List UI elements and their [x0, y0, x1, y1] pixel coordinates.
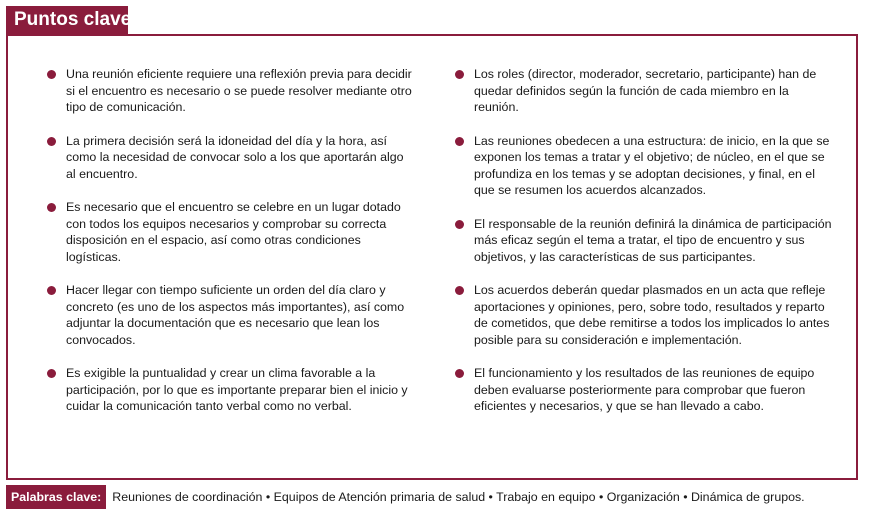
right-column: [452, 66, 832, 432]
left-column: [44, 66, 416, 432]
bullet-icon: [455, 220, 464, 229]
list-item: [44, 365, 416, 415]
bullet-icon: [47, 203, 56, 212]
point-text: El funcionamiento y los resultados de las reuniones de equipo deben evaluarse posteriormente para comprobar que fueron eficientes y necesarios, y que se han llevado a cabo.: [474, 366, 815, 413]
keywords-label: Palabras clave:: [6, 485, 106, 509]
point-text: Los roles (director, moderador, secretario, participante) han de quedar definidos según la función de cada miembro en la reunión.: [474, 67, 817, 114]
bullet-icon: [47, 286, 56, 295]
point-text: Es exigible la puntualidad y crear un clima favorable a la participación, por lo que es importante preparar bien el inicio y cuidar la comunicación tanto verbal como no verbal.: [66, 366, 408, 413]
point-text: Hacer llegar con tiempo suficiente un orden del día claro y concreto (es uno de los aspectos más importantes), así como adjuntar la documentación que es necesario que lean los convocados.: [66, 283, 405, 347]
keywords-text: Reuniones de coordinación • Equipos de Atención primaria de salud • Trabajo en equipo • Organización • Dinámica de grupos.: [112, 490, 805, 504]
list-item: [452, 216, 832, 266]
bullet-icon: [455, 369, 464, 378]
list-item: [44, 199, 416, 265]
key-points-box: [6, 34, 858, 480]
section-title: Puntos clave: [6, 6, 128, 34]
list-item: [44, 282, 416, 348]
keywords-bar: [6, 485, 870, 509]
bullet-icon: [455, 137, 464, 146]
point-text: La primera decisión será la idoneidad del día y la hora, así como la necesidad de convocar solo a los que aportarán algo al encuentro.: [66, 133, 404, 181]
list-item: [452, 66, 832, 116]
left-points-list: [44, 66, 416, 415]
bullet-icon: [455, 70, 464, 79]
bullet-icon: [47, 369, 56, 378]
point-text: Una reunión eficiente requiere una reflexión previa para decidir si el encuentro es necesario o se puede resolver mediante otro tipo de comunicación.: [66, 67, 412, 114]
list-item: [452, 133, 832, 199]
list-item: [452, 365, 832, 415]
bullet-icon: [47, 137, 56, 146]
point-text: El responsable de la reunión definirá la dinámica de participación más eficaz según el tema a tratar, el tipo de encuentro y sus objetivos, y las características de sus participantes.: [474, 216, 832, 264]
bullet-icon: [455, 286, 464, 295]
point-text: Es necesario que el encuentro se celebre en un lugar dotado con todos los equipos necesarios y comprobar su correcta disposición en el espacio, así como otras condiciones logísticas.: [66, 200, 401, 264]
list-item: [452, 282, 832, 348]
point-text: Las reuniones obedecen a una estructura: de inicio, en la que se exponen los temas a tratar y el objetivo; de núcleo, en el que se profundiza en los temas y se adoptan decisiones, y final, en el que se resumen los acuerdos alcanzados.: [474, 133, 830, 197]
bullet-icon: [47, 70, 56, 79]
list-item: [44, 133, 416, 183]
list-item: [44, 66, 416, 116]
right-points-list: [452, 66, 832, 415]
point-text: Los acuerdos deberán quedar plasmados en un acta que refleje aportaciones y opiniones, pero, sobre todo, resultados y reparto de cometidos, que debe remitirse a todos los implicados lo antes posible para su consideración e implementación.: [474, 283, 830, 347]
